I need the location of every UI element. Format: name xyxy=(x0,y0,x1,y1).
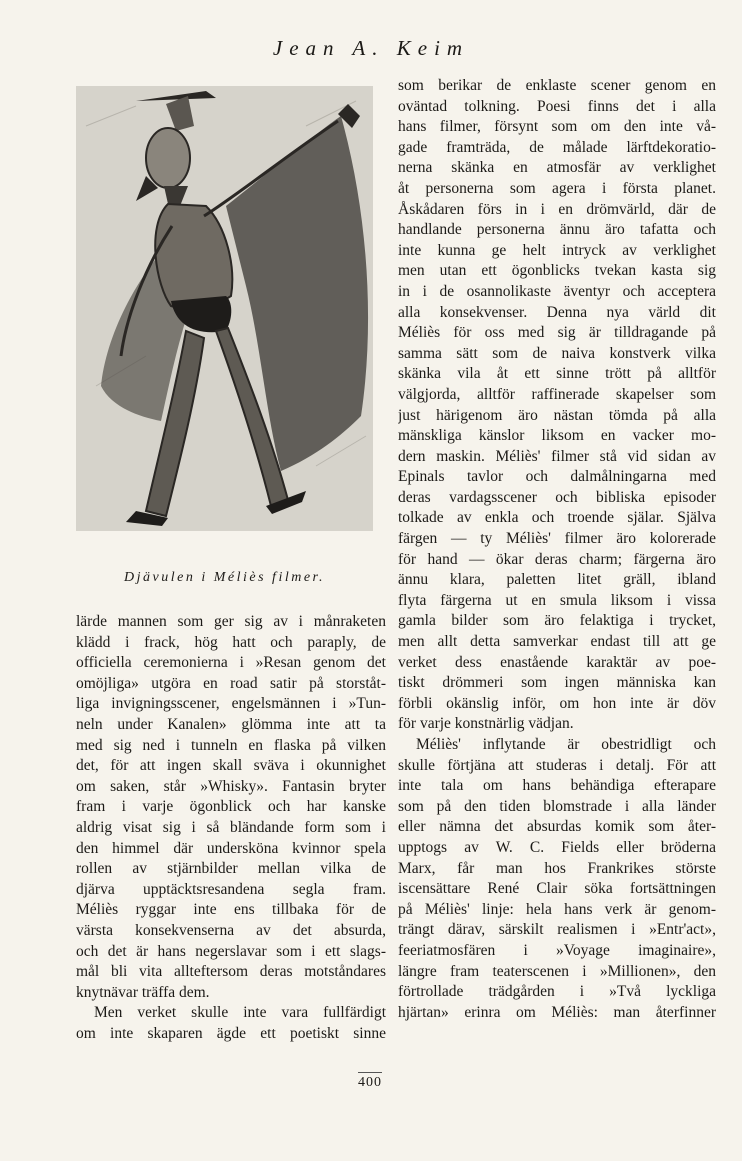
text-line: om saken, står »Whisky». Fantasin bryter xyxy=(76,777,386,795)
text-line: officiella ceremonierna i »Resan genom det xyxy=(76,654,386,672)
text-line: förbli okänslig inför, om hon inte är döv xyxy=(398,694,716,712)
text-line: feeriatmosfären i »Voyage imaginaire», xyxy=(398,941,716,959)
text-line: eller nämna det absurdas komik som åter- xyxy=(398,818,716,836)
text-line: Méliès för oss med sig är tilldragande på xyxy=(398,324,716,342)
text-line: som berikar de enklaste scener genom en xyxy=(398,77,716,94)
text-line: åt personerna som agera i första planet. xyxy=(398,179,716,197)
text-line: neln under Kanalen» glömma inte att ta xyxy=(76,715,386,733)
text-line: trängt därav, särskilt realismen i »Entr'act», xyxy=(398,921,716,939)
left-column xyxy=(76,612,386,1044)
text-line: hjärtan» erinra om Méliès: man återfinner xyxy=(398,1003,716,1021)
text-line: ännu klara, paletten litet gräll, ibland xyxy=(398,571,716,589)
text-line: verket dess enastående karaktär av poe- xyxy=(398,653,716,671)
text-line: Méliès ryggar inte ens tillbaka för de xyxy=(76,901,386,919)
text-line: inte kunna ge helt intryck av verklighet xyxy=(398,241,716,259)
text-line: skänka vila åt ett sinne trött på alltför xyxy=(398,365,716,383)
text-line: och det är hans negerslavar som i ett slags- xyxy=(76,942,386,960)
text-line: men utan ett ögonblicks tvekan kasta sig xyxy=(398,262,716,280)
text-line: rollen av stjärnbilder mellan vilka de xyxy=(76,860,386,878)
text-line: gade framträda, de målade lärftdekoratio- xyxy=(398,138,716,156)
text-line: iscensättare René Clair söka fortsättningen xyxy=(398,880,716,898)
text-line: det, för att ingen skall sväva i okunnighet xyxy=(76,757,386,775)
text-line: förtrollade trädgården i »Två lyckliga xyxy=(398,983,716,1001)
text-line: Men verket skulle inte vara fullfärdigt xyxy=(94,1004,386,1022)
text-line: alla konsekvenser. Denna nya värld dit xyxy=(398,303,716,321)
text-line: knytnävar träffa dem. xyxy=(76,983,210,1001)
text-line: hans filmer, försynt som om den inte vå- xyxy=(398,118,716,136)
text-line: för varje konstnärlig vädjan. xyxy=(398,715,574,733)
text-line: liga invigningsscener, engelsmännen i »Tun- xyxy=(76,695,386,713)
text-line: oväntad tolkning. Poesi finns det i alla xyxy=(398,97,716,115)
running-head: Jean A. Keim xyxy=(272,36,470,60)
text-line: lärde mannen som ger sig av i månraketen xyxy=(76,613,386,630)
text-line: upptogs av W. C. Fields eller bröderna xyxy=(398,838,716,856)
text-line: färgen — ty Méliès' filmer äro kolorerade xyxy=(398,530,716,548)
text-line: mål bli vita allteftersom deras motståndares xyxy=(76,963,386,981)
text-line: Marx, får man hos Frankrikes störste xyxy=(398,859,716,877)
text-line: djärva upptäcktsresandena segla fram. xyxy=(76,880,386,898)
text-line: den himmel där undersköna kvinnor spela xyxy=(76,839,386,857)
page-number: 400 xyxy=(358,1072,382,1091)
text-line: värsta konsekvenserna av det absurda, xyxy=(76,921,386,939)
text-line: men allt detta samverkar endast till att ge xyxy=(398,633,716,651)
text-line: längre fram teaterscenen i »Millionen», den xyxy=(398,962,716,980)
text-line: välgjorda, alltför raffinerade skapelser som xyxy=(398,385,716,403)
devil-drawing xyxy=(76,86,373,531)
text-line: omöjliga» utgöra en road satir på storståt- xyxy=(76,674,386,692)
figure-caption: Djävulen i Méliès filmer. xyxy=(124,570,325,585)
text-line: nerna skänka en atmosfär av verklighet xyxy=(398,159,716,177)
text-line: Epinals tavlor och dalmålningarna med xyxy=(398,468,716,486)
text-line: på Méliès' linje: hela hans verk är genom- xyxy=(398,900,716,918)
text-line: handlande personerna ännu äro tafatta och xyxy=(398,221,716,239)
text-line: Åskådaren förs in i en drömvärld, där de xyxy=(398,200,716,218)
text-line: Méliès' inflytande är obestridligt och xyxy=(416,736,716,753)
text-line: samma sätt som de naiva konstverk vilka xyxy=(398,344,716,362)
text-line: med sig ned i tunneln en flaska på vilken xyxy=(76,736,386,754)
text-line: fram i varje ögonblick och har kanske xyxy=(76,798,386,816)
paragraph xyxy=(76,1003,386,1044)
text-line: mänskliga känslor liksom en vacker mo- xyxy=(398,427,716,445)
paragraph xyxy=(398,735,716,1023)
paragraph xyxy=(76,612,386,1003)
text-line: tiskt drömmeri som ingen människa kan xyxy=(398,674,716,692)
right-column xyxy=(398,76,716,1023)
text-line: om inte skaparen ägde ett poetiskt sinne xyxy=(76,1024,386,1042)
text-line: in i de osannolikaste äventyr och acceptera xyxy=(398,282,716,300)
text-line: dern maskin. Méliès' filmer stå vid sidan av xyxy=(398,447,716,465)
text-line: gamla bilder som äro felaktiga i trycket, xyxy=(398,612,716,630)
devil-illustration xyxy=(76,86,373,531)
text-line: deras vardagsscener och bibliska episoder xyxy=(398,488,716,506)
text-line: just härigenom äro nästan tömda på alla xyxy=(398,406,716,424)
text-line: inte tala om hans behändiga efterapare xyxy=(398,777,716,795)
paragraph xyxy=(398,76,716,735)
text-line: för hand — ökar deras charm; färgerna äro xyxy=(398,550,716,568)
text-line: skulle förtjäna att studeras i detalj. För att xyxy=(398,756,716,774)
text-line: klädd i frack, hög hatt och paraply, de xyxy=(76,633,386,651)
text-line: tolkade av enkla och troende själar. Själva xyxy=(398,509,716,527)
text-line: aldrig visat sig i så bländande form som i xyxy=(76,818,386,836)
text-line: som på den tiden blomstrade i alla länder xyxy=(398,797,716,815)
text-line: flyta färgerna ut en smula liksom i vissa xyxy=(398,591,716,609)
